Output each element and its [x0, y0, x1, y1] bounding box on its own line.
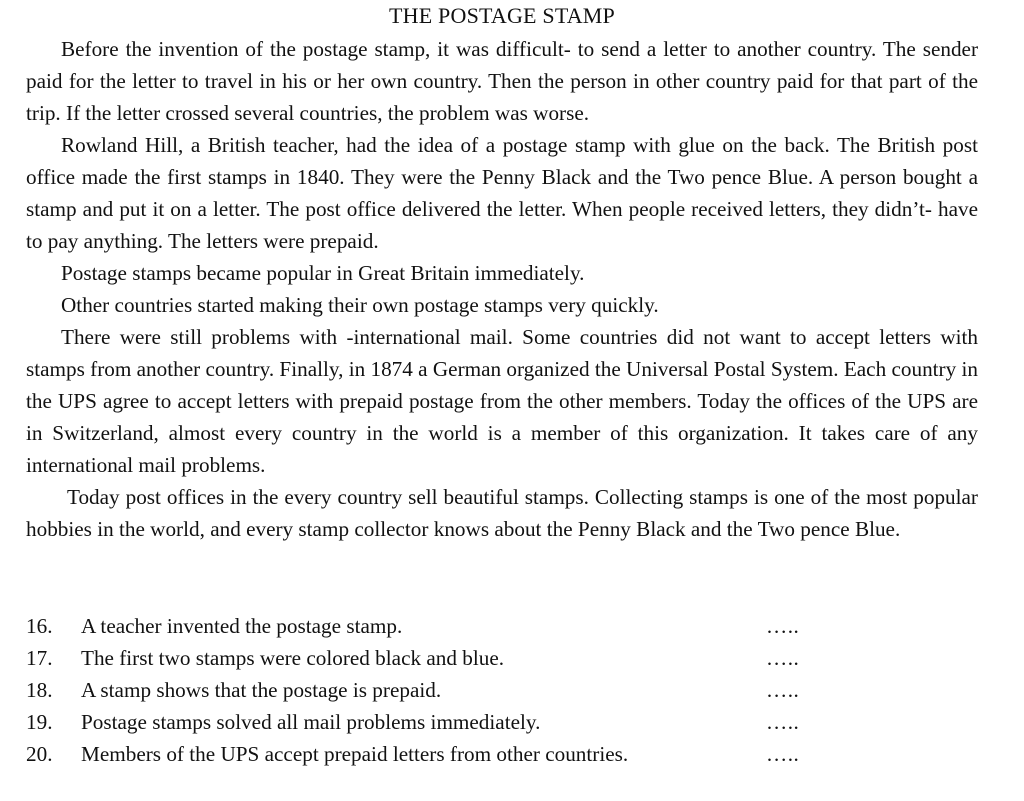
answer-blank: …..: [766, 678, 800, 702]
question-number: 16.: [26, 614, 53, 638]
paragraph-other-countries: Other countries started making their own postage stamps very quickly.: [61, 293, 659, 317]
question-item: [26, 738, 826, 770]
question-number: 19.: [26, 710, 53, 734]
reading-passage: [26, 2, 978, 545]
answer-blank: …..: [766, 614, 800, 638]
question-text: Postage stamps solved all mail problems immediately.: [81, 710, 541, 734]
question-number: 20.: [26, 742, 53, 766]
question-item: [26, 642, 826, 674]
question-item: [26, 610, 826, 642]
question-number: 18.: [26, 678, 53, 702]
question-text: Members of the UPS accept prepaid letters from other countries.: [81, 742, 629, 766]
paragraph-popular: Postage stamps became popular in Great Britain immediately.: [61, 261, 585, 285]
question-list: [26, 610, 826, 770]
question-text: A teacher invented the postage stamp.: [81, 614, 403, 638]
paragraph-invention: Before the invention of the postage stamp, it was difficult- to send a letter to another country. The sender paid for the letter to travel in his or her own country. Then the person in other country paid for that part of the trip. If the letter crossed several countries, the problem was worse.: [26, 37, 978, 125]
paragraph-international-mail: There were still problems with -international mail. Some countries did not want to accept letters with stamps from another country. Finally, in 1874 a German organized the Universal Postal System. Each country in the UPS agree to accept letters with prepaid postage from the other members. Today the offices of the UPS are in Switzerland, almost every country in the world is a member of this organization. It takes care of any international mail problems.: [26, 325, 978, 477]
question-item: [26, 706, 826, 738]
paragraph-rowland-hill: Rowland Hill, a British teacher, had the idea of a postage stamp with glue on the back. The British post office made the first stamps in 1840. They were the Penny Black and the Two pence Blue. A person bought a stamp and put it on a letter. The post office delivered the letter. When people received letters, they didn’t- have to pay anything. The letters were prepaid.: [26, 133, 978, 253]
answer-blank: …..: [766, 742, 800, 766]
question-number: 17.: [26, 646, 53, 670]
question-text: A stamp shows that the postage is prepaid.: [81, 678, 442, 702]
passage-title: THE POSTAGE STAMP: [388, 3, 615, 28]
answer-blank: …..: [766, 646, 800, 670]
question-item: [26, 674, 826, 706]
paragraph-collecting: Today post offices in the every country sell beautiful stamps. Collecting stamps is one of the most popular hobbies in the world, and every stamp collector knows about the Penny Black and the Two pence Blue.: [26, 485, 978, 541]
answer-blank: …..: [766, 710, 800, 734]
question-text: The first two stamps were colored black and blue.: [81, 646, 505, 670]
